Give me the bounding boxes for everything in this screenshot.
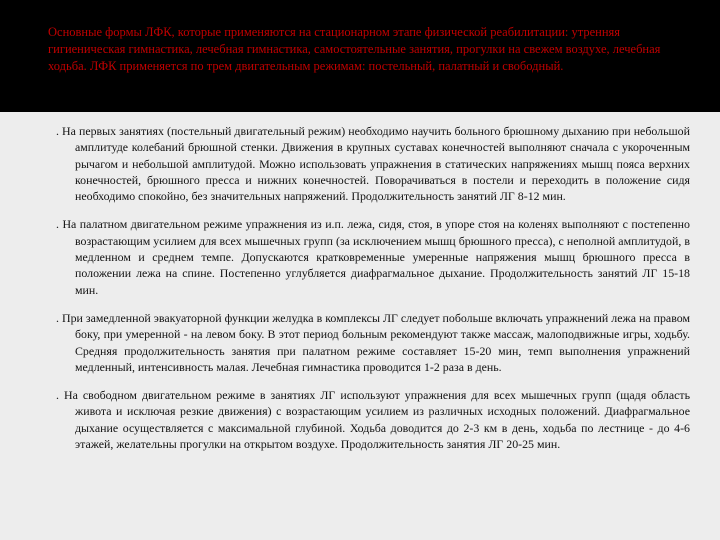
paragraph-free-regime: . На свободном двигательном режиме в занятиях ЛГ используют упражнения для всех мышечных групп (щадя область живота и исключая резкие движения) с возрастающим усилием из различных исходных положений. Диафрагмальное дыхание осуществляется с максимальной глубиной. Ходьба доводится до 2-3 км в день, ходьба по лестнице - до 4-6 этажей, желательны прогулки на открытом воздухе. Продолжительность занятия ЛГ 20-25 мин.	[56, 388, 690, 452]
header-banner	[0, 0, 720, 112]
paragraph-bed-regime: . На первых занятиях (постельный двигательный режим) необходимо научить больного брюшному дыханию при небольшой амплитуде колебаний брюшной стенки. Движения в крупных суставах конечностей выполняют сначала с укороченным рычагом и небольшой амплитудой. Можно использовать упражнения в статических напряжениях мышц пояса верхних конечностей, брюшного пресса и нижних конечностей. Поворачиваться в постели и переходить в положение сидя необходимо спокойно, без значительных напряжений. Продолжительность занятий ЛГ 8-12 мин.	[56, 124, 690, 204]
paragraph-gastric-evacuation: . При замедленной эвакуаторной функции желудка в комплексы ЛГ следует побольше включать упражнений лежа на правом боку, при умеренной - на левом боку. В этот период больным рекомендуют также массаж, малоподвижные игры, ходьбу. Средняя продолжительность занятия при палатном режиме составляет 15-20 мин, темп выполнения упражнений медленный, интенсивность малая. Лечебная гимнастика проводится 1-2 раза в день.	[56, 310, 690, 374]
header-text: Основные формы ЛФК, которые применяются на стационарном этапе физической реабилитации: утренняя гигиеническая гимнастика, лечебная гимнастика, самостоятельные занятия, прогулки на свежем воздухе, лечебная ходьба. ЛФК применяется по трем двигательным режимам: постельный, палатный и свободный.	[48, 25, 661, 73]
paragraph-ward-regime: . На палатном двигательном режиме упражнения из и.п. лежа, сидя, стоя, в упоре стоя на коленях выполняют с постепенно возрастающим усилием для всех мышечных групп (за исключением мышц брюшного пресса), с неполной амплитудой, в медленном и среднем темпе. Допускаются кратковременные умеренные напряжения мышц брюшного пресса в положении лежа на спине. Постепенно углубляется диафрагмальное дыхание. Продолжительность занятий ЛГ 15-18 мин.	[56, 217, 690, 297]
document-body	[56, 123, 690, 464]
